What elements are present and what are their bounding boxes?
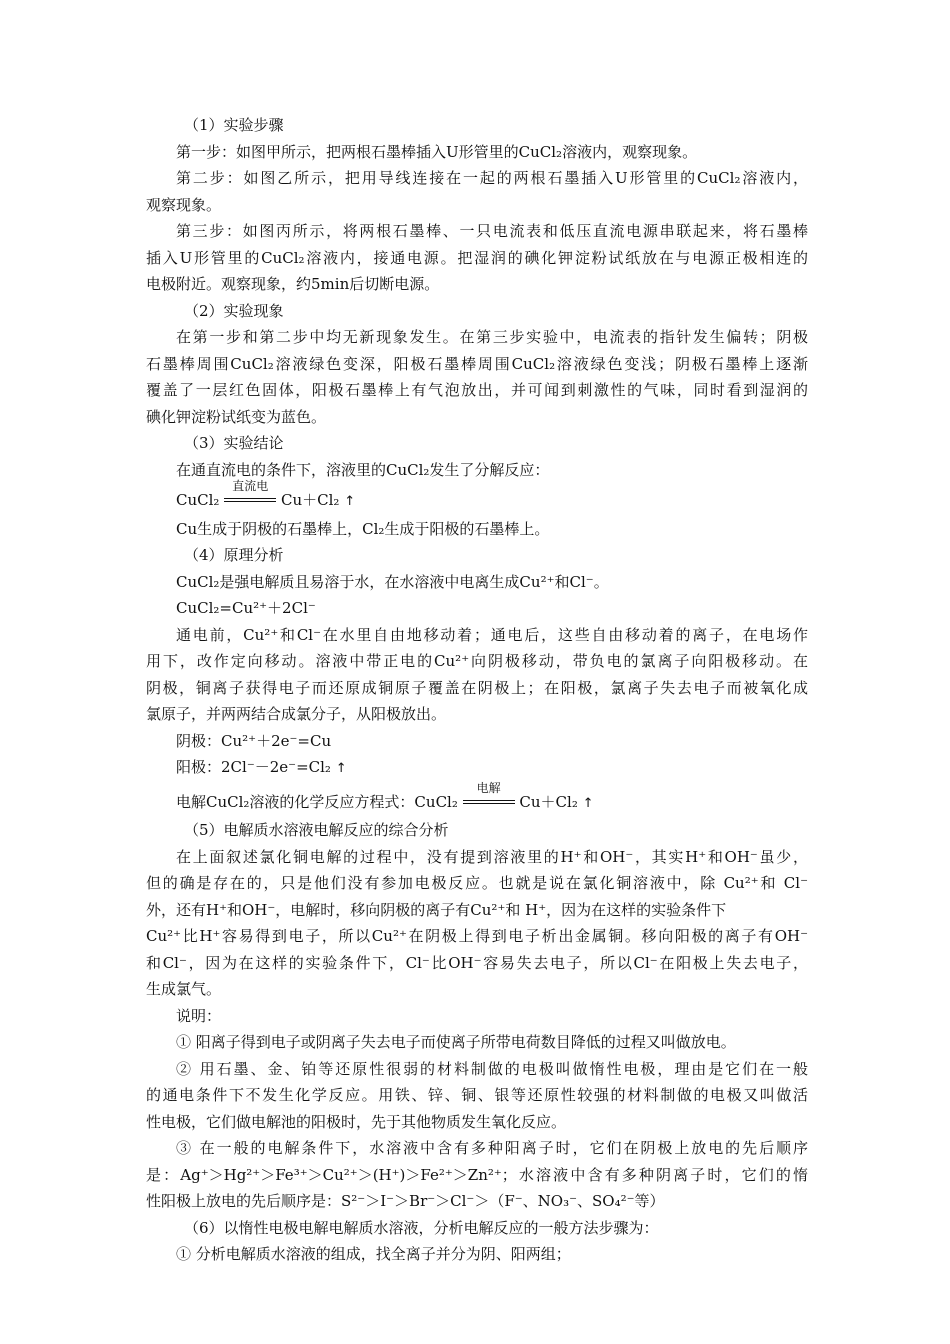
equation-1 xyxy=(176,479,808,516)
equation-2-condition-label: 电解 xyxy=(476,780,501,795)
section-6-title: （6）以惰性电极电解电解质水溶液，分析电解反应的一般方法步骤为： xyxy=(184,1218,659,1237)
comprehensive-text-1: 在上面叙述氯化铜电解的过程中，没有提到溶液里的H⁺和OH⁻，其实H⁺和OH⁻虽少， xyxy=(176,847,808,866)
analysis-text-5: 氯原子，并两两结合成氯分子，从阳极放出。 xyxy=(146,705,447,723)
section-2-title: （2）实验现象 xyxy=(184,301,284,320)
gas-arrow-icon: ↑ xyxy=(344,494,356,509)
equation-2-condition xyxy=(463,780,515,810)
note-3: ③ 在一般的电解条件下，水溶液中含有多种阳离子时，它们在阴极上放电的先后顺序 xyxy=(176,1139,808,1157)
section-5-title: （5）电解质水溶液电解反应的综合分析 xyxy=(184,821,449,839)
comprehensive-text-5: 和Cl⁻，因为在这样的实验条件下，Cl⁻比OH⁻容易失去电子，所以Cl⁻在阳极上失去电子， xyxy=(146,953,808,972)
conclusion-text-2: Cu生成于阴极的石墨棒上，Cl₂生成于阳极的石墨棒上。 xyxy=(176,519,550,538)
step-3-text: 第三步：如图丙所示，将两根石墨棒、一只电流表和低压直流电源串联起来，将石墨棒 xyxy=(176,222,808,240)
equation-2-prefix: 电解CuCl₂溶液的化学反应方程式：CuCl₂ xyxy=(176,792,458,811)
section-1-title: （1）实验步骤 xyxy=(184,116,284,134)
equation-1-right: Cu＋Cl₂ xyxy=(281,491,340,509)
note-3-cont-1: 是：Ag⁺＞Hg²⁺＞Fe³⁺＞Cu²⁺＞(H⁺)＞Fe²⁺＞Zn²⁺；水溶液中含有多种阴离子时，它们的惰 xyxy=(146,1165,808,1184)
ionization-equation: CuCl₂=Cu²⁺＋2Cl⁻ xyxy=(176,599,316,617)
phenomenon-text-4: 碘化钾淀粉试纸变为蓝色。 xyxy=(146,407,327,426)
cathode-equation: 阴极：Cu²⁺＋2e⁻=Cu xyxy=(176,731,332,750)
comprehensive-text-6: 生成氯气。 xyxy=(146,980,222,998)
analysis-text-4: 阴极，铜离子获得电子而还原成铜原子覆盖在阴极上；在阳极，氯离子失去电子而被氧化成 xyxy=(146,678,808,697)
note-2-cont-1: 的通电条件下不发生化学反应。用铁、锌、铜、银等还原性较强的材料制做的电极又叫做活 xyxy=(146,1086,808,1104)
analysis-text-1: CuCl₂是强电解质且易溶于水，在水溶液中电离生成Cu²⁺和Cl⁻。 xyxy=(176,572,609,591)
analysis-text-2: 通电前，Cu²⁺和Cl⁻在水里自由地移动着；通电后，这些自由移动着的离子，在电场作 xyxy=(176,625,808,644)
comprehensive-text-2: 但的确是存在的，只是他们没有参加电极反应。也就是说在氯化铜溶液中，除 Cu²⁺和 Cl⁻ xyxy=(146,874,808,892)
comprehensive-text-4: Cu²⁺比H⁺容易得到电子，所以Cu²⁺在阴极上得到电子析出金属铜。移向阳极的离子有OH⁻ xyxy=(146,927,808,945)
phenomenon-text-2: 石墨棒周围CuCl₂溶液绿色变深，阳极石墨棒周围CuCl₂溶液绿色变浅；阴极石墨棒上逐渐 xyxy=(146,354,808,373)
equation-1-left: CuCl₂ xyxy=(176,491,220,509)
step-1-text: 第一步：如图甲所示，把两根石墨棒插入U形管里的CuCl₂溶液内，观察现象。 xyxy=(176,142,698,161)
comprehensive-text-3: 外，还有H⁺和OH⁻，电解时，移向阴极的离子有Cu²⁺和 H⁺，因为在这样的实验条件下 xyxy=(146,900,727,919)
conclusion-text-1: 在通直流电的条件下，溶液里的CuCl₂发生了分解反应： xyxy=(176,460,550,479)
step-3-text-cont-1: 插入U形管里的CuCl₂溶液内，接通电源。把湿润的碘化钾淀粉试纸放在与电源正极相连的 xyxy=(146,248,808,267)
note-3-cont-2: 性阳极上放电的先后顺序是：S²⁻＞I⁻＞Br⁻＞Cl⁻＞（F⁻、NO₃⁻、SO₄²⁻等） xyxy=(146,1192,665,1210)
notes-title: 说明： xyxy=(176,1006,222,1025)
note-2-cont-2: 性电极，它们做电解池的阳极时，先于其他物质发生氧化反应。 xyxy=(146,1112,567,1131)
phenomenon-text-3: 覆盖了一层红色固体，阳极石墨棒上有气泡放出，并可闻到刺激性的气味，同时看到湿润的 xyxy=(146,381,808,399)
section-6-step-1: ① 分析电解质水溶液的组成，找全离子并分为阴、阳两组； xyxy=(176,1245,571,1263)
gas-arrow-icon: ↑ xyxy=(582,795,594,811)
section-4-title: （4）原理分析 xyxy=(184,546,284,564)
equation-1-condition-label: 直流电 xyxy=(232,479,269,493)
anode-equation-text: 阳极：2Cl⁻－2e⁻=Cl₂ xyxy=(176,758,331,776)
anode-equation xyxy=(176,754,808,783)
equation-2-right: Cu＋Cl₂ xyxy=(519,792,578,811)
gas-arrow-icon: ↑ xyxy=(335,761,347,776)
analysis-text-3: 用下，改作定向移动。溶液中带正电的Cu²⁺向阴极移动，带负电的氯离子向阳极移动。在 xyxy=(146,652,808,670)
step-2-text-cont: 观察现象。 xyxy=(146,195,222,214)
step-2-text: 第二步：如图乙所示，把用导线连接在一起的两根石墨插入U形管里的CuCl₂溶液内， xyxy=(176,169,808,187)
step-3-text-cont-2: 电极附近。观察现象，约5min后切断电源。 xyxy=(146,275,440,293)
note-2: ② 用石墨、金、铂等还原性很弱的材料制做的电极叫做惰性电极，理由是它们在一般 xyxy=(176,1059,808,1078)
note-1: ① 阳离子得到电子或阴离子失去电子而使离子所带电荷数目降低的过程又叫做放电。 xyxy=(176,1033,736,1051)
phenomenon-text-1: 在第一步和第二步中均无新现象发生。在第三步实验中，电流表的指针发生偏转；阴极 xyxy=(176,328,808,346)
section-3-title: （3）实验结论 xyxy=(184,434,284,452)
document-page xyxy=(146,112,808,1268)
equation-2 xyxy=(176,780,808,818)
equation-1-condition xyxy=(224,479,276,508)
